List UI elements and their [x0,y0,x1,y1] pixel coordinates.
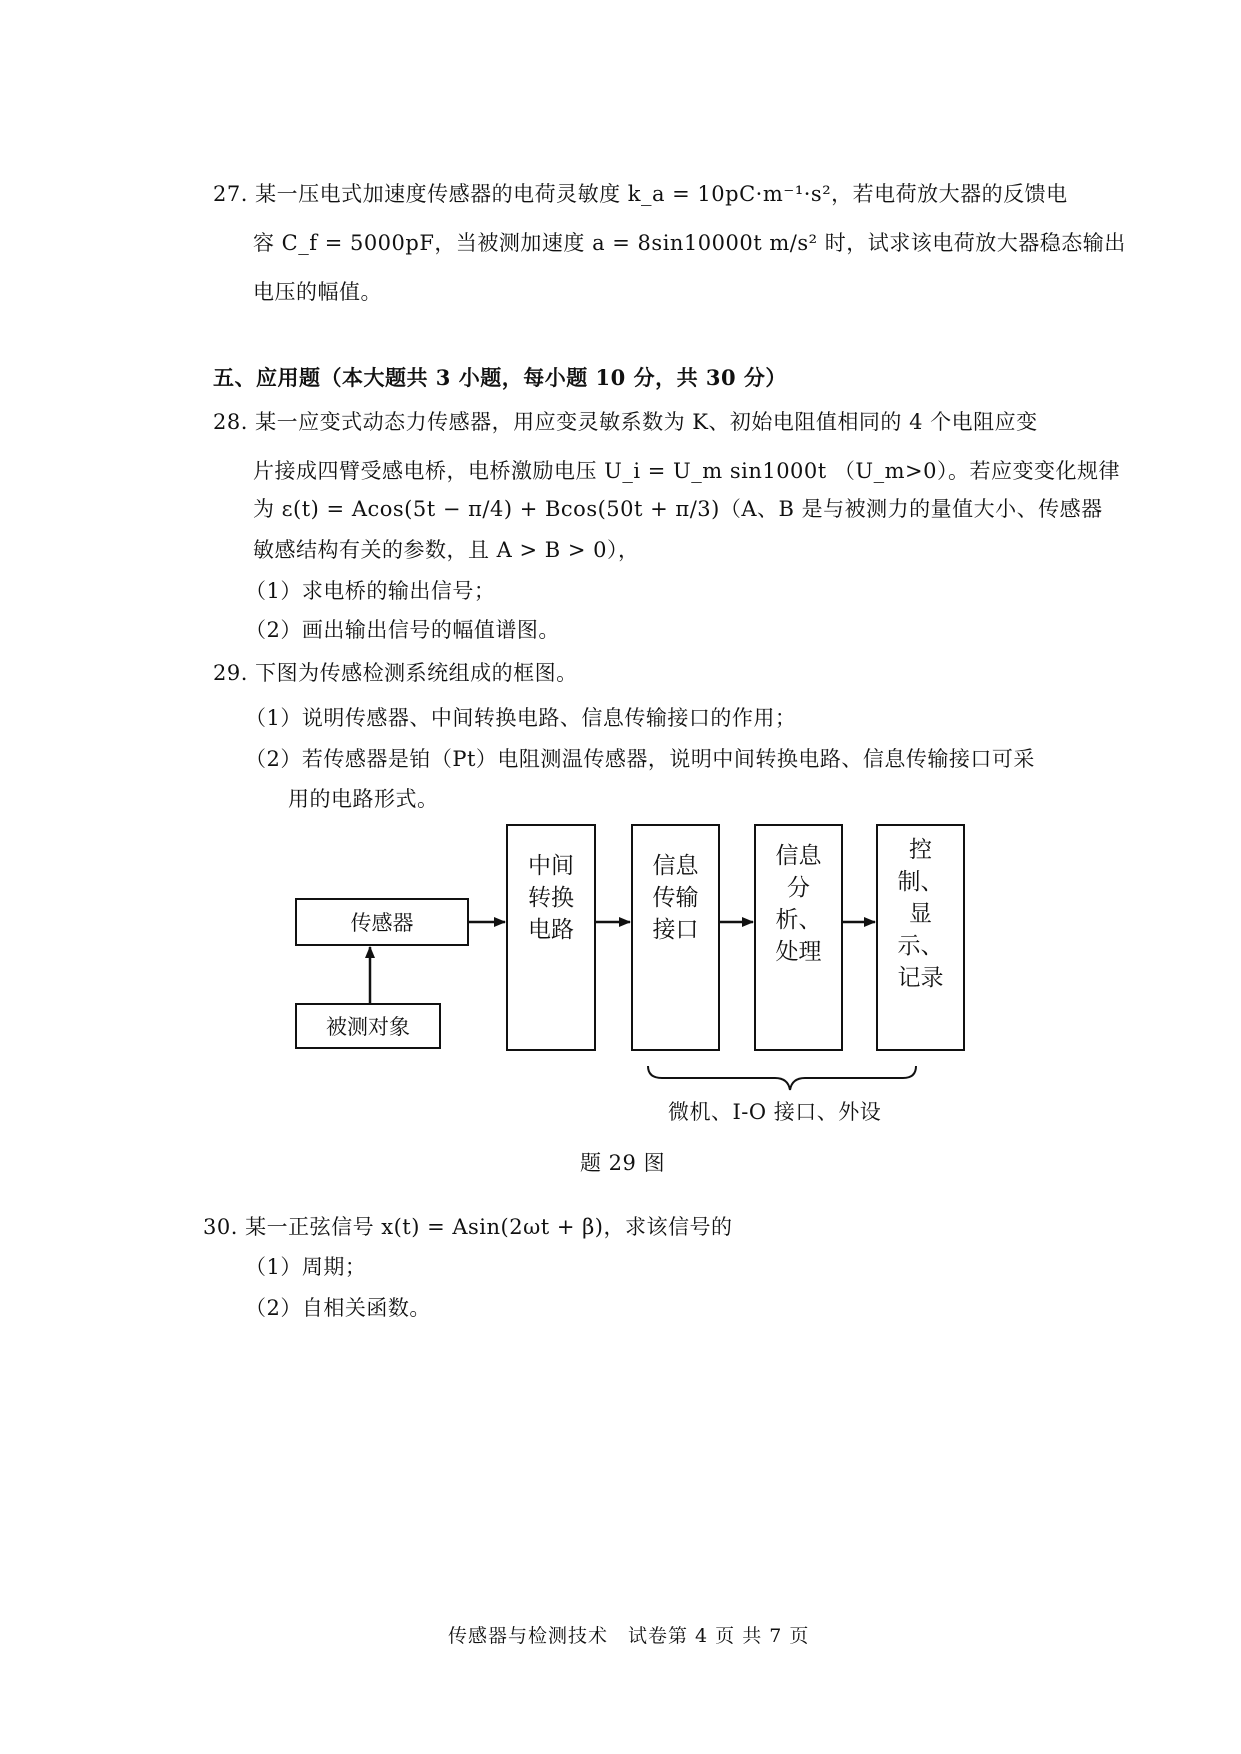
q28-line-1: 28. 某一应变式动态力传感器，用应变灵敏系数为 K、初始电阻值相同的 4 个电阻应变 [213,410,1038,434]
section-title: 五、应用题（本大题共 3 小题，每小题 10 分，共 30 分） [213,365,787,390]
q30-line-1: 30. 某一正弦信号 x(t) = Asin(2ωt + β)，求该信号的 [203,1215,733,1239]
object-label: 被测对象 [326,1015,410,1039]
q27-line-3: 电压的幅值。 [253,280,382,304]
q28-sub-1: （1）求电桥的输出信号； [245,579,496,603]
sensor-label: 传感器 [350,911,414,935]
q28-line-3: 为 ε(t) = Acos(5t − π/4) + Bcos(50t + π/3)（A、B 是与被测力的量值大小、传感器 [253,497,1103,521]
brace [648,1066,916,1090]
q28-line-2: 片接成四臂受感电桥，电桥激励电压 U_i = U_m sin1000t （U_m>0）。若应变变化规律 [253,459,1120,483]
q29-sub-2b: 用的电路形式。 [288,787,439,811]
figure-caption: 题 29 图 [580,1151,666,1175]
analysis-label: 信息分析、处理 [775,843,822,965]
converter-box [506,824,596,1051]
q28-line-4: 敏感结构有关的参数，且 A > B > 0）， [253,538,640,562]
analysis-box [754,824,843,1051]
q29-sub-2a: （2）若传感器是铂（Pt）电阻测温传感器，说明中间转换电路、信息传输接口可采 [245,747,1035,771]
page-footer: 传感器与检测技术 试卷第 4 页 共 7 页 [448,1625,810,1647]
q27-line-2: 容 C_f = 5000pF，当被测加速度 a = 8sin10000t m/s² 时，试求该电荷放大器稳态输出 [253,231,1126,255]
q29-sub-1: （1）说明传感器、中间转换电路、信息传输接口的作用； [245,706,797,730]
interface-label: 信息传输接口 [652,853,699,943]
q27-line-1: 27. 某一压电式加速度传感器的电荷灵敏度 k_a = 10pC·m⁻¹·s²，若电荷放大器的反馈电 [213,182,1068,206]
q30-sub-1: （1）周期； [245,1255,367,1279]
sensor-box [295,898,469,946]
brace-label: 微机、I-O 接口、外设 [668,1100,882,1124]
control-label: 控制、显示、记录 [897,837,944,991]
q30-sub-2: （2）自相关函数。 [245,1296,431,1320]
q29-line-1: 29. 下图为传感检测系统组成的框图。 [213,661,578,685]
object-box [295,1003,441,1049]
converter-label: 中间转换电路 [528,853,574,943]
interface-box [631,824,720,1051]
q28-sub-2: （2）画出输出信号的幅值谱图。 [245,618,560,642]
control-box [876,824,965,1051]
